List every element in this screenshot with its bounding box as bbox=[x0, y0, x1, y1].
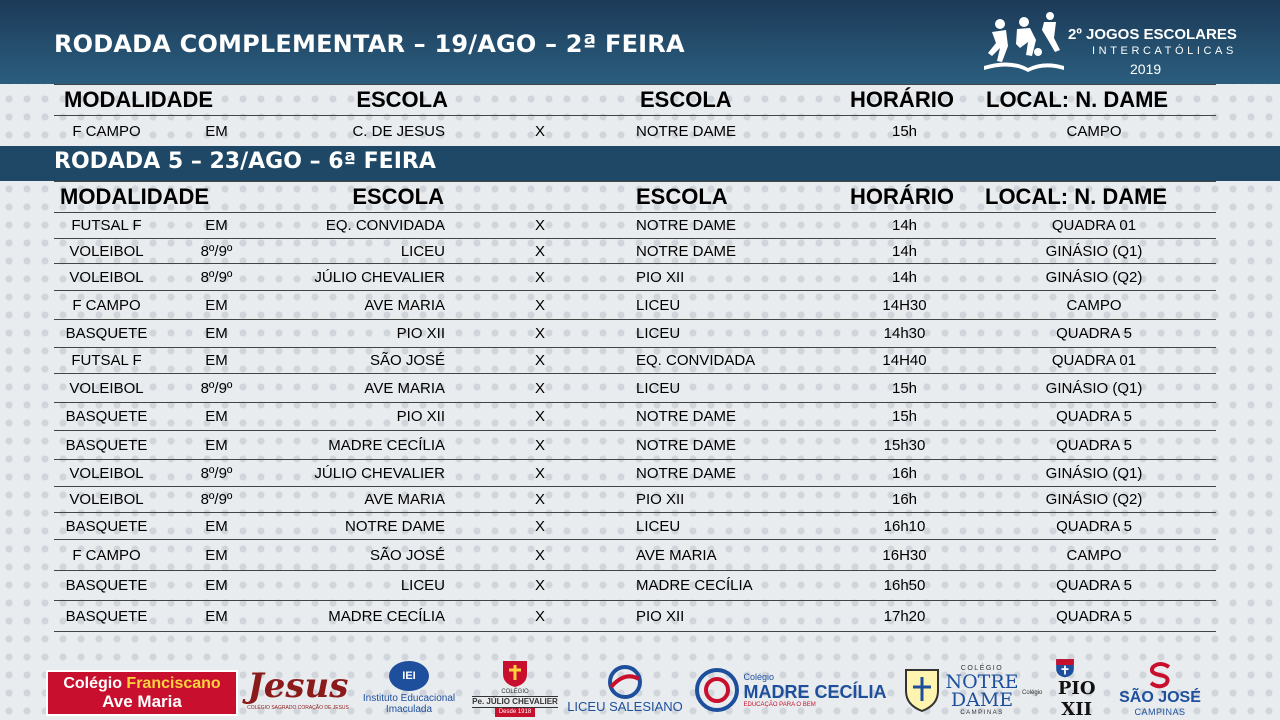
logo-notre-dame bbox=[898, 660, 1024, 720]
table-row bbox=[54, 291, 1216, 320]
cell-versus: X bbox=[534, 379, 545, 397]
madre-name: MADRE CECÍLIA bbox=[743, 682, 887, 702]
rodada5-header-row bbox=[54, 181, 1216, 213]
franciscano-line2: Ave Maria bbox=[102, 692, 182, 711]
table-row bbox=[54, 348, 1216, 374]
col-horario: HORÁRIO bbox=[850, 184, 954, 209]
cell-modalidade: VOLEIBOL bbox=[69, 379, 144, 397]
cell-nivel: EM bbox=[205, 517, 228, 535]
cell-modalidade: VOLEIBOL bbox=[69, 464, 144, 482]
cell-escola-2: MADRE CECÍLIA bbox=[636, 577, 753, 594]
cell-escola-1: LICEU bbox=[400, 242, 445, 260]
logo-liceu bbox=[566, 658, 684, 720]
logo-jesus bbox=[244, 658, 352, 720]
cell-local: QUADRA 5 bbox=[1056, 577, 1132, 594]
cell-escola-1: SÃO JOSÉ bbox=[369, 352, 445, 369]
cell-local: GINÁSIO (Q2) bbox=[1045, 491, 1143, 508]
logo-chevalier bbox=[465, 654, 565, 720]
cell-modalidade: F CAMPO bbox=[72, 546, 141, 564]
col-escola-1: ESCOLA bbox=[356, 87, 448, 112]
cell-horario: 14h bbox=[891, 217, 918, 234]
cell-horario: 14H40 bbox=[882, 352, 927, 369]
event-logo-line1: 2º JOGOS ESCOLARES bbox=[1068, 26, 1237, 43]
athletes-icon bbox=[980, 10, 1066, 80]
table-row bbox=[54, 403, 1216, 431]
cell-versus: X bbox=[534, 546, 545, 564]
cell-modalidade: FUTSAL F bbox=[71, 217, 142, 234]
madre-sub: EDUCAÇÃO PARA O BEM bbox=[743, 702, 816, 708]
logo-sao-jose bbox=[1110, 658, 1210, 720]
col-modalidade: MODALIDADE bbox=[64, 87, 214, 112]
cell-nivel: 8º/9º bbox=[200, 268, 233, 286]
cell-escola-1: LICEU bbox=[400, 577, 445, 594]
cell-local: QUADRA 01 bbox=[1051, 352, 1137, 369]
pio-xii-name: PIO XII bbox=[1057, 678, 1096, 720]
event-logo-line3: 2019 bbox=[1130, 61, 1162, 77]
cell-local: QUADRA 5 bbox=[1056, 408, 1132, 425]
cell-escola-2: EQ. CONVIDADA bbox=[636, 352, 756, 369]
cell-horario: 17h20 bbox=[883, 607, 926, 625]
complementar-header-row bbox=[54, 84, 1216, 116]
event-logo-line2: INTERCATÓLICAS bbox=[1092, 45, 1237, 57]
cell-escola-1: C. DE JESUS bbox=[352, 123, 445, 140]
cell-horario: 16H30 bbox=[882, 546, 927, 564]
col-escola-2: ESCOLA bbox=[636, 184, 728, 209]
col-local: LOCAL: N. DAME bbox=[985, 184, 1168, 209]
cell-versus: X bbox=[534, 577, 545, 594]
jesus-name: Jesus bbox=[247, 666, 349, 706]
cell-escola-2: AVE MARIA bbox=[636, 546, 717, 564]
cell-horario: 14h bbox=[891, 268, 918, 286]
cell-horario: 16h10 bbox=[883, 517, 926, 535]
cell-escola-2: PIO XII bbox=[636, 491, 685, 508]
cell-nivel: EM bbox=[205, 217, 228, 234]
chevalier-line3: Desde 1918 bbox=[495, 708, 535, 717]
cell-escola-1: AVE MARIA bbox=[364, 296, 445, 314]
cell-escola-2: NOTRE DAME bbox=[636, 242, 737, 260]
cell-modalidade: BASQUETE bbox=[65, 577, 148, 594]
cell-horario: 16h bbox=[891, 491, 918, 508]
cell-versus: X bbox=[534, 217, 545, 234]
cell-escola-2: LICEU bbox=[636, 517, 681, 535]
cell-local: GINÁSIO (Q2) bbox=[1045, 268, 1143, 286]
chevalier-crest-icon bbox=[500, 658, 530, 688]
notre-dame-sub: CAMPINAS bbox=[960, 709, 1004, 716]
cell-nivel: 8º/9º bbox=[200, 379, 233, 397]
cell-escola-2: NOTRE DAME bbox=[636, 123, 737, 140]
cell-modalidade: VOLEIBOL bbox=[69, 491, 144, 508]
rodada-title: RODADA 5 – 23/AGO – 6ª FEIRA bbox=[54, 149, 436, 174]
cell-modalidade: F CAMPO bbox=[72, 123, 141, 140]
table-row bbox=[54, 431, 1216, 460]
table-row bbox=[54, 540, 1216, 571]
cell-escola-2: NOTRE DAME bbox=[636, 464, 737, 482]
cell-escola-1: NOTRE DAME bbox=[344, 517, 445, 535]
cell-versus: X bbox=[534, 491, 545, 508]
chevalier-line1: COLÉGIO bbox=[501, 688, 529, 695]
cell-modalidade: BASQUETE bbox=[65, 607, 148, 625]
table-row bbox=[54, 513, 1216, 540]
cell-versus: X bbox=[534, 242, 545, 260]
col-modalidade: MODALIDADE bbox=[60, 184, 210, 209]
cell-nivel: EM bbox=[205, 325, 228, 342]
cell-escola-1: JÚLIO CHEVALIER bbox=[314, 464, 445, 482]
col-local: LOCAL: N. DAME bbox=[986, 87, 1169, 112]
cell-nivel: EM bbox=[205, 546, 228, 564]
table-row bbox=[54, 116, 1216, 148]
notre-dame-line2: DAME bbox=[950, 688, 1014, 711]
cell-versus: X bbox=[534, 464, 545, 482]
cell-nivel: EM bbox=[205, 123, 228, 140]
cell-versus: X bbox=[534, 408, 545, 425]
cell-escola-2: LICEU bbox=[636, 296, 681, 314]
cell-nivel: 8º/9º bbox=[200, 464, 233, 482]
table-row bbox=[54, 374, 1216, 403]
logo-imaculada bbox=[355, 656, 463, 720]
page-title: RODADA COMPLEMENTAR – 19/AGO – 2ª FEIRA bbox=[54, 30, 685, 58]
cell-escola-1: AVE MARIA bbox=[364, 379, 445, 397]
table-row bbox=[54, 320, 1216, 348]
cell-local: CAMPO bbox=[1066, 296, 1122, 314]
cell-versus: X bbox=[534, 436, 545, 454]
cell-local: CAMPO bbox=[1066, 123, 1122, 140]
cell-escola-2: LICEU bbox=[636, 379, 681, 397]
cell-horario: 15h bbox=[891, 123, 918, 140]
cell-modalidade: BASQUETE bbox=[65, 408, 148, 425]
cell-local: GINÁSIO (Q1) bbox=[1045, 464, 1143, 482]
cell-versus: X bbox=[534, 517, 545, 535]
franciscano-line1b: Franciscano bbox=[126, 675, 221, 692]
logo-pio-xii bbox=[1022, 658, 1108, 720]
cell-versus: X bbox=[534, 607, 545, 625]
event-logo bbox=[980, 10, 1242, 80]
cell-escola-1: PIO XII bbox=[396, 408, 445, 425]
cell-modalidade: F CAMPO bbox=[72, 296, 141, 314]
cell-modalidade: VOLEIBOL bbox=[69, 242, 144, 260]
cell-local: CAMPO bbox=[1066, 546, 1122, 564]
cell-escola-1: JÚLIO CHEVALIER bbox=[314, 268, 445, 286]
notre-dame-small: COLÉGIO bbox=[960, 664, 1004, 672]
madre-cecilia-emblem-icon bbox=[694, 667, 740, 713]
cell-escola-2: LICEU bbox=[636, 325, 681, 342]
cell-nivel: EM bbox=[205, 577, 228, 594]
cell-horario: 15h30 bbox=[883, 436, 926, 454]
cell-escola-1: SÃO JOSÉ bbox=[369, 546, 445, 564]
cell-escola-2: NOTRE DAME bbox=[636, 408, 737, 425]
logo-franciscano bbox=[46, 670, 238, 716]
imaculada-line1: Instituto Educacional bbox=[362, 693, 456, 704]
cell-escola-1: EQ. CONVIDADA bbox=[325, 217, 445, 234]
cell-escola-2: PIO XII bbox=[636, 268, 685, 286]
cell-escola-2: PIO XII bbox=[636, 607, 685, 625]
jesus-sub: COLÉGIO SAGRADO CORAÇÃO DE JESUS bbox=[247, 705, 349, 711]
notre-dame-line1: NOTRE bbox=[945, 670, 1019, 693]
cell-escola-1: AVE MARIA bbox=[364, 491, 445, 508]
table-row bbox=[54, 213, 1216, 239]
cell-nivel: EM bbox=[205, 408, 228, 425]
cell-versus: X bbox=[534, 268, 545, 286]
cell-nivel: EM bbox=[205, 296, 228, 314]
cell-modalidade: BASQUETE bbox=[65, 436, 148, 454]
cell-local: QUADRA 5 bbox=[1056, 436, 1132, 454]
cell-horario: 16h bbox=[891, 464, 918, 482]
table-row bbox=[54, 601, 1216, 632]
cell-horario: 16h50 bbox=[883, 577, 926, 594]
cell-escola-1: MADRE CECÍLIA bbox=[328, 607, 445, 625]
table-row bbox=[54, 487, 1216, 513]
sao-jose-line2: CAMPINAS bbox=[1134, 707, 1186, 717]
cell-local: GINÁSIO (Q1) bbox=[1045, 242, 1143, 260]
cell-horario: 14h bbox=[891, 242, 918, 260]
cell-escola-2: NOTRE DAME bbox=[636, 436, 737, 454]
cell-versus: X bbox=[534, 352, 545, 369]
cell-nivel: EM bbox=[205, 352, 228, 369]
cell-escola-1: MADRE CECÍLIA bbox=[328, 436, 445, 454]
cell-escola-2: NOTRE DAME bbox=[636, 217, 737, 234]
cell-modalidade: VOLEIBOL bbox=[69, 268, 144, 286]
pio-xii-shield-icon bbox=[1047, 658, 1083, 678]
cell-nivel: EM bbox=[205, 607, 228, 625]
sponsor-strip bbox=[0, 650, 1280, 720]
cell-local: QUADRA 01 bbox=[1051, 217, 1137, 234]
imaculada-line2: Imaculada bbox=[385, 704, 433, 715]
cell-versus: X bbox=[534, 123, 545, 140]
table-row bbox=[54, 460, 1216, 487]
cell-horario: 15h bbox=[891, 379, 918, 397]
cell-nivel: 8º/9º bbox=[200, 242, 233, 260]
cell-local: GINÁSIO (Q1) bbox=[1045, 379, 1143, 397]
chevalier-line2: Pe. JÚLIO CHEVALIER bbox=[472, 696, 558, 706]
table-row bbox=[54, 239, 1216, 264]
cell-modalidade: BASQUETE bbox=[65, 517, 148, 535]
col-escola-2: ESCOLA bbox=[640, 87, 732, 112]
cell-local: QUADRA 5 bbox=[1056, 607, 1132, 625]
cell-modalidade: BASQUETE bbox=[65, 325, 148, 342]
cell-local: QUADRA 5 bbox=[1056, 325, 1132, 342]
cell-modalidade: FUTSAL F bbox=[71, 352, 142, 369]
imaculada-badge: IEI bbox=[389, 661, 429, 691]
cell-nivel: 8º/9º bbox=[200, 491, 233, 508]
table-row bbox=[54, 264, 1216, 291]
pio-xii-small: Colégio bbox=[1022, 690, 1043, 696]
col-escola-1: ESCOLA bbox=[352, 184, 444, 209]
cell-nivel: EM bbox=[205, 436, 228, 454]
liceu-name: LICEU SALESIANO bbox=[567, 698, 683, 714]
table-row bbox=[54, 571, 1216, 601]
sao-jose-line1: SÃO JOSÉ bbox=[1119, 689, 1201, 706]
madre-small: Colégio bbox=[743, 672, 775, 682]
cell-escola-1: PIO XII bbox=[396, 325, 445, 342]
cell-local: QUADRA 5 bbox=[1056, 517, 1132, 535]
sao-jose-s-icon bbox=[1145, 661, 1175, 689]
cell-versus: X bbox=[534, 296, 545, 314]
cell-horario: 14H30 bbox=[882, 296, 927, 314]
cell-versus: X bbox=[534, 325, 545, 342]
col-horario: HORÁRIO bbox=[850, 87, 954, 112]
cell-horario: 15h bbox=[891, 408, 918, 425]
logo-madre-cecilia bbox=[686, 664, 894, 716]
cell-horario: 14h30 bbox=[883, 325, 926, 342]
liceu-swirl-icon bbox=[603, 665, 647, 699]
notre-dame-shield-icon bbox=[903, 667, 941, 713]
franciscano-line1a: Colégio bbox=[63, 675, 127, 692]
